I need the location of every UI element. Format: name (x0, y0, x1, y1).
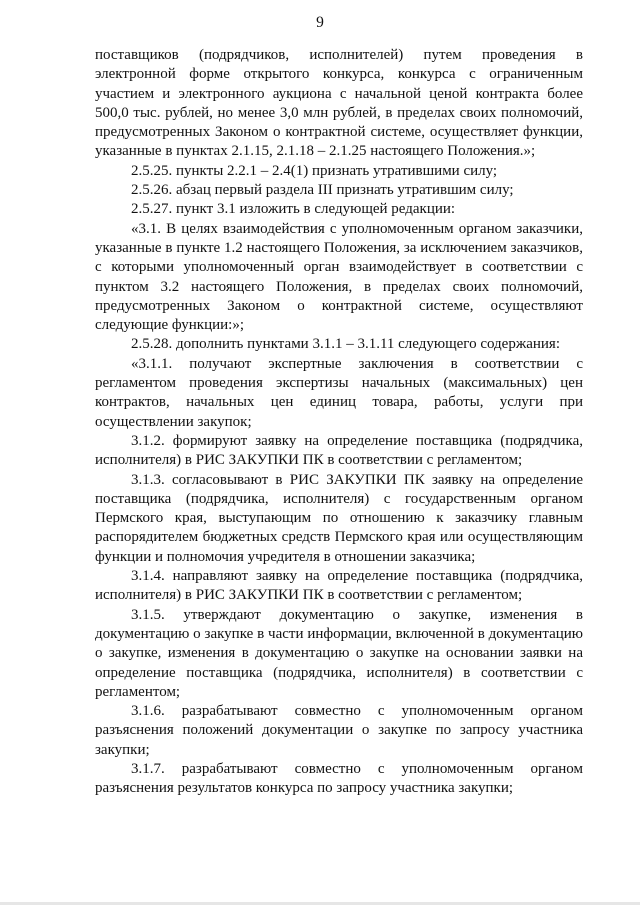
document-body (95, 46, 583, 799)
paragraph: 3.1.2. формируют заявку на определение поставщика (подрядчика, исполнителя) в РИС ЗАКУПКИ ПК в соответствии с регламентом; (95, 432, 583, 469)
paragraph: 3.1.7. разрабатывают совместно с уполномоченным органом разъяснения результатов конкурса по запросу участника закупки; (95, 760, 583, 797)
paragraph: 3.1.4. направляют заявку на определение поставщика (подрядчика, исполнителя) в РИС ЗАКУПКИ ПК в соответствии с регламентом; (95, 568, 583, 604)
paragraph: 2.5.27. пункт 3.1 изложить в следующей редакции: (131, 201, 456, 218)
paragraph: 3.1.3. согласовывают в РИС ЗАКУПКИ ПК заявку на определение поставщика (подрядчика, исполнителя) с государственным органом Пермского края, выступающим по отношению к заказчику главным распорядителем бюджетных средств Пермского края или осуществляющим функции и полномочия учредителя в отношении заказчика; (95, 471, 583, 565)
paragraph: 2.5.26. абзац первый раздела III признать утратившим силу; (131, 182, 514, 199)
paragraph: 3.1.6. разрабатывают совместно с уполномоченным органом разъяснения положений документации о закупке по запросу участника закупки; (95, 703, 583, 758)
paragraph: 2.5.25. пункты 2.2.1 – 2.4(1) признать утратившими силу; (131, 162, 498, 179)
paragraph: «3.1.1. получают экспертные заключения в соответствии с регламентом проведения экспертизы начальных (максимальных) цен контрактов, начальных цен единиц товара, работы, услуги при осуществлении закупок; (95, 355, 583, 430)
paragraph: «3.1. В целях взаимодействия с уполномоченным органом заказчики, указанные в пункте 1.2 настоящего Положения, за исключением заказчиков, с которыми уполномоченный орган взаимодействует в соответствии с пунктом 3.2 настоящего Положения, в пределах своих полномочий, предусмотренных Законом о контрактной системе, осуществляют следующие функции:»; (95, 220, 583, 334)
paragraph: 2.5.28. дополнить пунктами 3.1.1 – 3.1.11 следующего содержания: (131, 336, 560, 353)
page-number: 9 (316, 14, 324, 31)
paragraph: 3.1.5. утверждают документацию о закупке, изменения в документацию о закупке в части информации, включенной в документацию о закупке, изменения в документацию о закупке на основании заявки на определение поставщика (подрядчика, исполнителя) в соответствии с регламентом; (95, 606, 583, 700)
paragraph: поставщиков (подрядчиков, исполнителей) путем проведения в электронной форме открытого конкурса, конкурса с ограниченным участием и электронного аукциона с начальной ценой контракта более 500,0 тыс. рублей, но менее 3,0 млн рублей, в пределах своих полномочий, предусмотренных Законом о контрактной системе, осуществляет функции, указанные в пунктах 2.1.15, 2.1.18 – 2.1.25 настоящего Положения.»; (95, 47, 583, 160)
